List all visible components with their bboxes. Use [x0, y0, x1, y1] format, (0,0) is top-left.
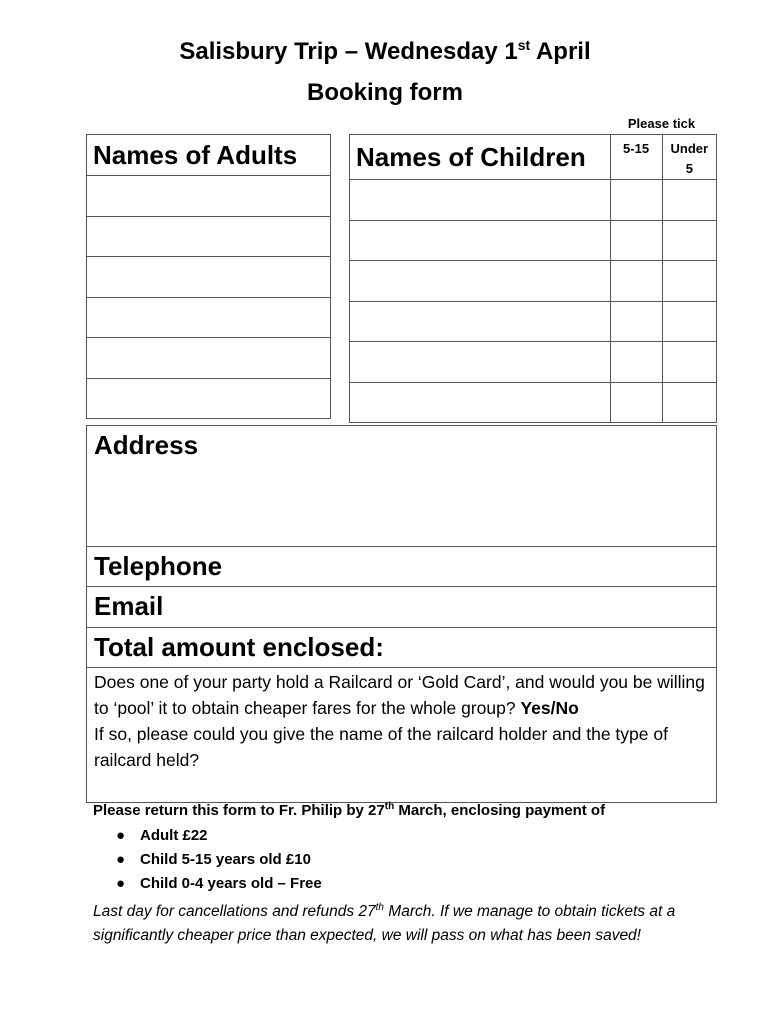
- adult-name-field[interactable]: [87, 297, 331, 338]
- tick-5-15-box[interactable]: [610, 301, 662, 342]
- adults-header: Names of Adults: [87, 135, 331, 176]
- child-name-field[interactable]: [350, 342, 611, 383]
- adult-name-field[interactable]: [87, 338, 331, 379]
- adults-table: [86, 134, 331, 419]
- child-name-field[interactable]: [350, 261, 611, 302]
- price-item: [116, 848, 322, 872]
- adult-name-field[interactable]: [87, 378, 331, 419]
- address-field[interactable]: [87, 426, 716, 547]
- total-amount-field[interactable]: [87, 628, 716, 668]
- address-label: Address: [94, 430, 199, 460]
- contact-details-box: [86, 425, 717, 803]
- child-name-field[interactable]: [350, 382, 611, 423]
- total-amount-label: Total amount enclosed:: [94, 632, 384, 662]
- adult-name-field[interactable]: [87, 176, 331, 217]
- price-list: [116, 824, 322, 896]
- notice-text-end: March. If we manage to obtain tickets at a significantly cheaper price than expected, we will pass on what has been saved!: [93, 903, 676, 944]
- under-5-label-line2: 5: [685, 161, 693, 176]
- under-5-label-line1: Under: [670, 141, 709, 156]
- tick-under-5-box[interactable]: [662, 342, 716, 383]
- railcard-question[interactable]: [87, 668, 716, 802]
- bullet-icon: ●: [116, 851, 126, 868]
- please-tick-label: Please tick: [627, 116, 696, 131]
- children-table: [349, 134, 717, 423]
- tick-under-5-box[interactable]: [662, 301, 716, 342]
- price-item-text: Adult £22: [140, 827, 208, 844]
- railcard-question-text: Does one of your party hold a Railcard or ‘Gold Card’, and would you be willing to ‘pool’ it to obtain cheaper fares for the whole group?: [94, 672, 705, 718]
- price-item-text: Child 5-15 years old £10: [140, 851, 311, 868]
- email-label: Email: [94, 591, 164, 621]
- price-item: [116, 824, 322, 848]
- notice-ordinal: th: [375, 902, 384, 913]
- tick-under-5-box[interactable]: [662, 382, 716, 423]
- return-ordinal: th: [384, 801, 395, 812]
- child-name-field[interactable]: [350, 180, 611, 221]
- telephone-field[interactable]: [87, 547, 716, 587]
- cancellation-notice: [93, 896, 713, 947]
- tick-5-15-box[interactable]: [610, 382, 662, 423]
- title-text: Salisbury Trip – Wednesday 1: [179, 38, 518, 65]
- email-field[interactable]: [87, 587, 716, 628]
- tick-5-15-box[interactable]: [610, 342, 662, 383]
- age-under-5-header: [662, 135, 716, 180]
- telephone-label: Telephone: [94, 551, 223, 581]
- return-instructions: [93, 801, 605, 819]
- return-text-end: March, enclosing payment of: [394, 802, 606, 819]
- age-5-15-header: 5-15: [610, 135, 662, 180]
- tick-5-15-box[interactable]: [610, 180, 662, 221]
- return-text: Please return this form to Fr. Philip by 27: [93, 802, 385, 819]
- children-header: Names of Children: [350, 135, 611, 180]
- railcard-holder-text: If so, please could you give the name of the railcard holder and the type of railcard held?: [94, 724, 668, 770]
- adult-name-field[interactable]: [87, 257, 331, 298]
- form-title: [0, 38, 770, 66]
- tick-5-15-box[interactable]: [610, 261, 662, 302]
- bullet-icon: ●: [116, 827, 126, 844]
- tick-under-5-box[interactable]: [662, 261, 716, 302]
- tick-under-5-box[interactable]: [662, 180, 716, 221]
- title-month: April: [530, 38, 591, 65]
- child-name-field[interactable]: [350, 301, 611, 342]
- title-ordinal: st: [517, 37, 531, 53]
- adult-name-field[interactable]: [87, 216, 331, 257]
- price-item: [116, 872, 322, 896]
- form-subtitle: Booking form: [307, 79, 463, 106]
- child-name-field[interactable]: [350, 220, 611, 261]
- price-item-text: Child 0-4 years old – Free: [140, 875, 322, 892]
- bullet-icon: ●: [116, 875, 126, 892]
- tick-under-5-box[interactable]: [662, 220, 716, 261]
- railcard-yes-no: Yes/No: [520, 698, 579, 718]
- tick-5-15-box[interactable]: [610, 220, 662, 261]
- notice-text: Last day for cancellations and refunds 27: [93, 903, 376, 921]
